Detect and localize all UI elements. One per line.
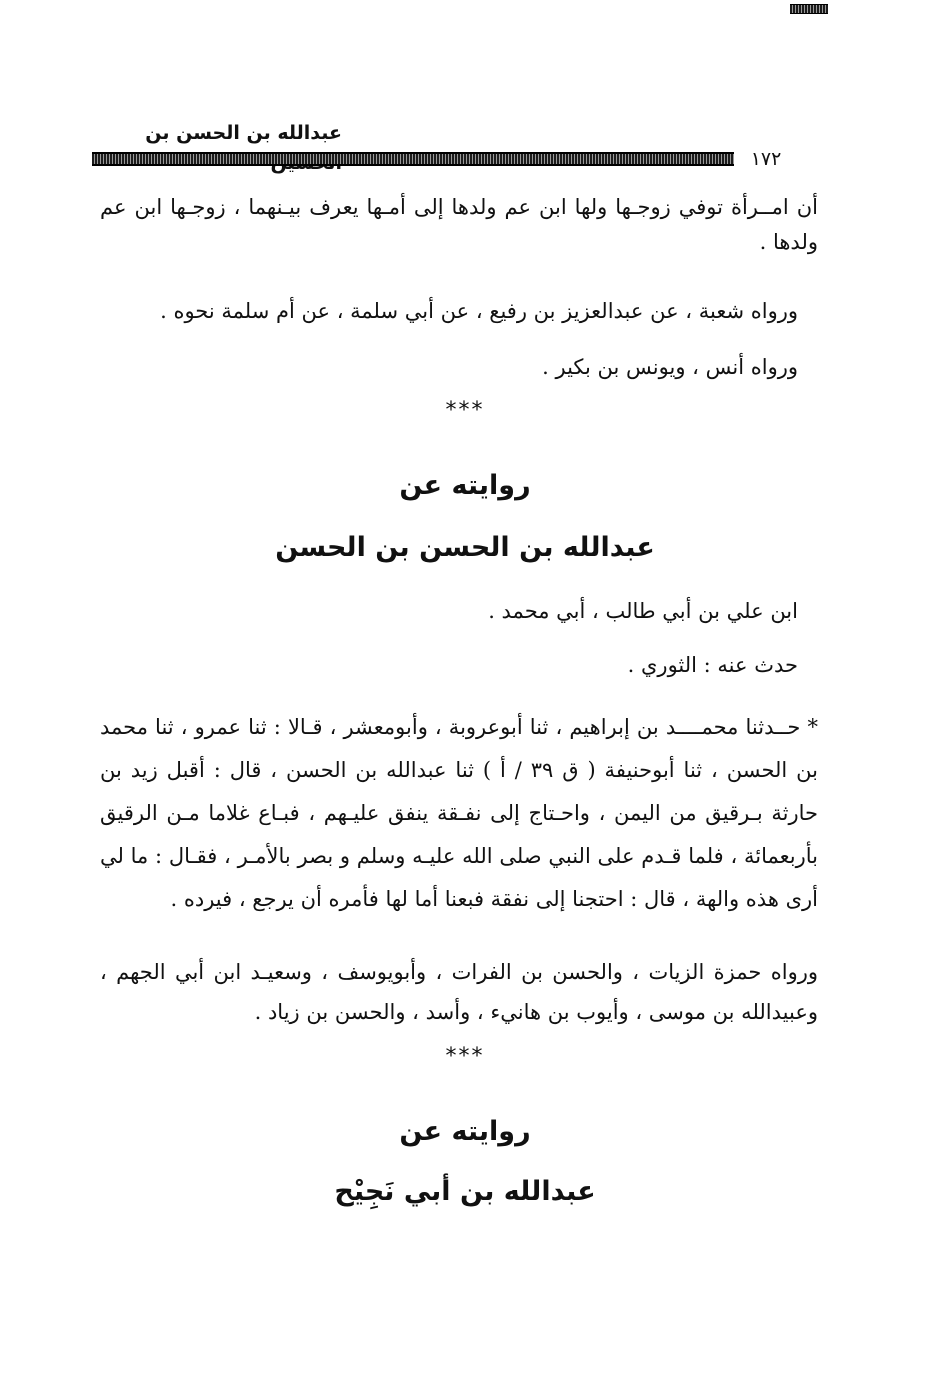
- section-separator: ***: [445, 398, 485, 423]
- section-heading-narration: روايته عن: [399, 470, 531, 501]
- section-heading-name: عبدالله بن أبي نَجِيْح: [334, 1176, 596, 1207]
- paragraph-shuba-narration: ورواه شعبة ، عن عبدالعزيز بن رفيع ، عن أبي سلمة ، عن أم سلمة نحوه .: [160, 299, 798, 323]
- paragraph-narrated-by: حدث عنه : الثوري .: [627, 653, 798, 677]
- paragraph-lineage: ابن علي بن أبي طالب ، أبي محمد .: [488, 599, 798, 623]
- section-heading-name: عبدالله بن الحسن بن الحسن: [275, 532, 655, 563]
- paragraph-anas-narration: ورواه أنس ، ويونس بن بكير .: [542, 355, 798, 379]
- header-rule-tail: [790, 4, 828, 14]
- paragraph-continuation: أن امــرأة توفي زوجـها ولها ابن عم ولدها إلى أمـها يعرف بيـنهما ، زوجـها ابن عم ولدها .: [100, 195, 818, 254]
- running-title: عبدالله بن الحسن بن: [145, 122, 342, 144]
- paragraph-hadith: * حــدثنا محمــــد بن إبراهيم ، ثنا أبوعروبة ، وأبومعشر ، قـالا : ثنا عمرو ، ثنا محمد بن الحسن ، ثنا أبوحنيفة ( ق ٣٩ / أ ) ثنا عبدالله بن الحسن ، قال : أقبل زيد بن حارثة بـرقيق من اليمن ، واحـتاج إلى نفـقة ينفق عليـهم ، فبـاع غلاما مـن الرقيق بأربعمائة ، فلما قـدم على النبي صلى الله عليـه وسلم و بصر بالأمـر ، فقـال : ما لي أرى هذه والهة ، قال : احتجنا إلى نفقة فبعنا أما لها فأمره أن يرجع ، فيرده .: [100, 715, 818, 911]
- section-heading-narration: روايته عن: [399, 1116, 531, 1147]
- section-separator: ***: [445, 1044, 485, 1069]
- header-rule: [92, 151, 822, 171]
- page-number: ١٧٢: [742, 146, 790, 172]
- header-rule-bar: [92, 152, 734, 166]
- paragraph-other-narrators: ورواه حمزة الزيات ، والحسن بن الفرات ، وأبويوسف ، وسعيـد ابن أبي الجهم ، وعبيدالله بن موسى ، وأيوب بن هانيء ، وأسد ، والحسن بن زياد .: [100, 960, 818, 1024]
